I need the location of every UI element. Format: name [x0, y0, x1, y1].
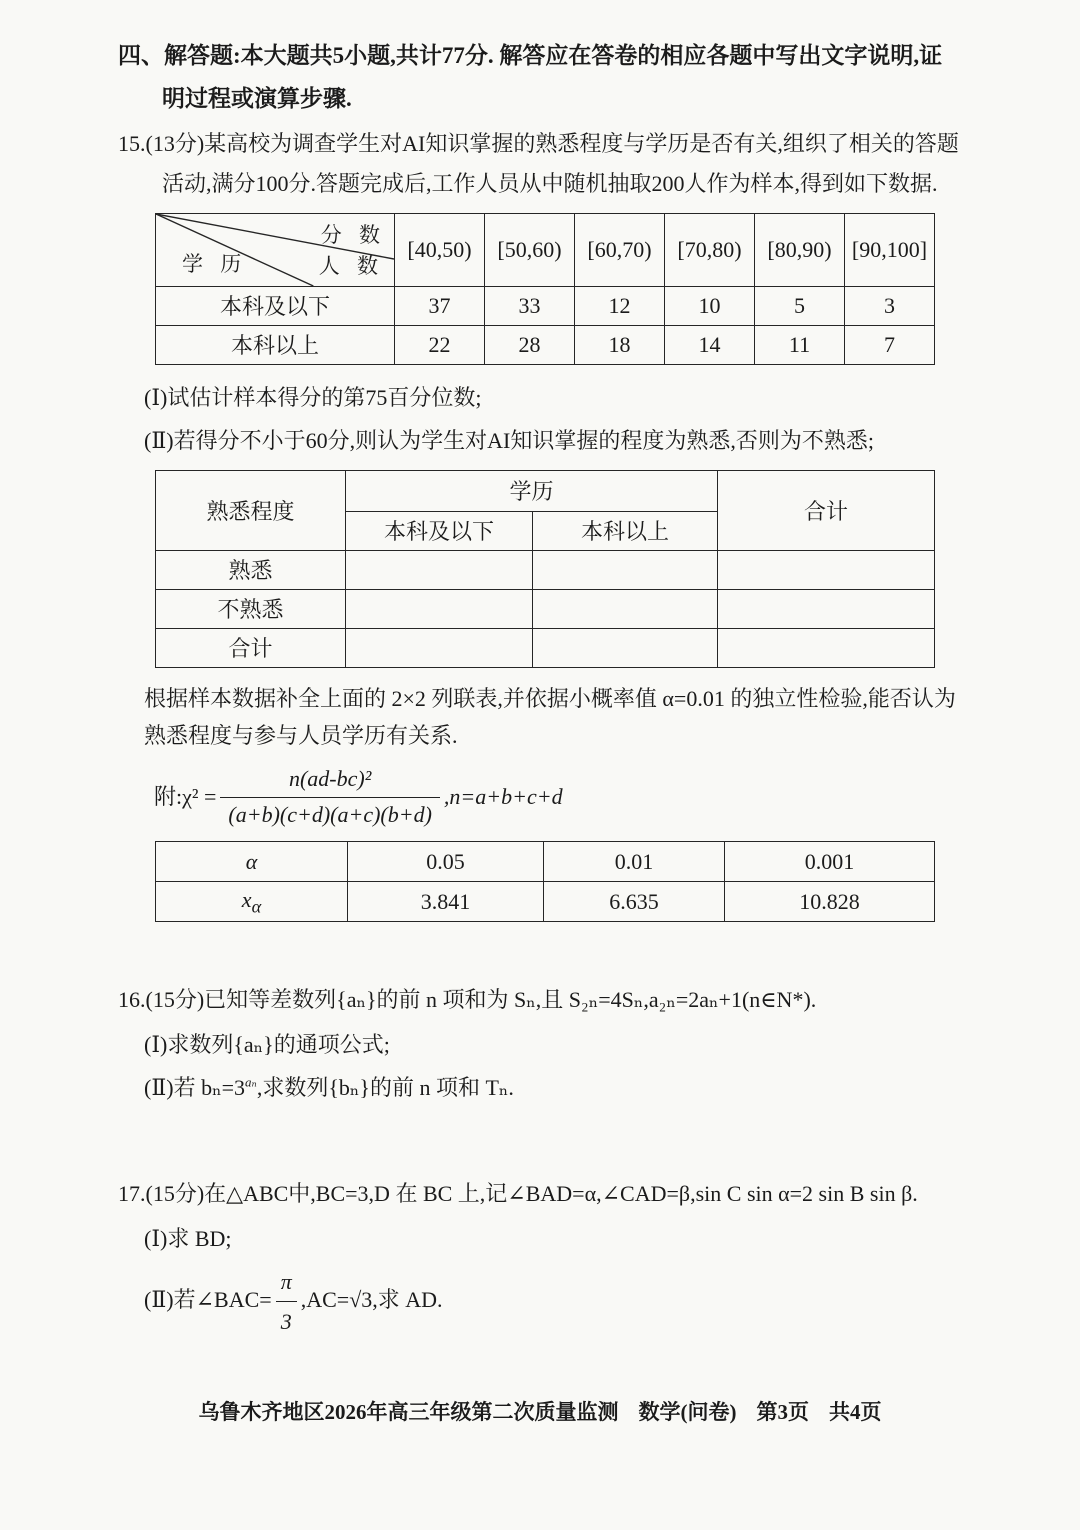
footer-page-number: 第3页 [756, 1400, 809, 1424]
cell-value: 10.828 [725, 882, 935, 922]
spacer [118, 922, 962, 980]
cell-value: 33 [485, 286, 575, 325]
formula-fraction [220, 765, 440, 829]
x-label-sub: α [251, 896, 262, 917]
fraction-denominator: 3 [280, 1309, 292, 1335]
cell-value: 0.01 [544, 842, 725, 882]
fraction-numerator: n(ad-bc)² [220, 765, 440, 798]
score-col-header: [90,100] [845, 213, 935, 286]
empty-cell [718, 550, 935, 589]
q17-part1: (Ⅰ)求 BD; [144, 1225, 232, 1251]
empty-cell [346, 589, 533, 628]
row-label: 合计 [156, 628, 346, 667]
q17-part2-prefix: (Ⅱ)若∠BAC= [144, 1286, 272, 1312]
table-row [156, 470, 935, 511]
table-row [156, 550, 935, 589]
cell-value: 28 [485, 325, 575, 364]
table-row [156, 882, 935, 922]
empty-cell [533, 628, 718, 667]
chi-square-formula [154, 765, 962, 829]
contingency-table [155, 470, 935, 668]
cell-value: 5 [755, 286, 845, 325]
q17-part2 [144, 1263, 962, 1341]
cell-value: 0.001 [725, 842, 935, 882]
row-header-familiarity: 熟悉程度 [156, 470, 346, 550]
corner-label-education: 学 历 [182, 251, 248, 276]
diagonal-header-cell [156, 213, 395, 286]
cell-value: 37 [395, 286, 485, 325]
footer-page-total: 共4页 [829, 1400, 882, 1424]
critical-values-table [155, 841, 935, 922]
fraction-numerator: π [276, 1263, 297, 1302]
q16-part2 [144, 1069, 962, 1106]
cell-value: 0.05 [348, 842, 544, 882]
cell-value: 18 [575, 325, 665, 364]
score-col-header: [60,70) [575, 213, 665, 286]
section-heading: 四、解答题:本大题共5小题,共计77分. 解答应在答卷的相应各题中写出文字说明,证明过程或演算步骤. [118, 43, 943, 112]
row-label: 熟悉 [156, 550, 346, 589]
empty-cell [718, 628, 935, 667]
col-subheader: 本科以上 [533, 511, 718, 550]
pi-over-3-fraction [276, 1263, 297, 1341]
q15-part1: (Ⅰ)试估计样本得分的第75百分位数; [144, 384, 482, 410]
score-table-header-row [156, 213, 935, 286]
score-col-header: [70,80) [665, 213, 755, 286]
fraction-denominator: (a+b)(c+d)(a+c)(b+d) [228, 801, 432, 827]
col-group-education: 学历 [346, 470, 718, 511]
footer-exam-title: 乌鲁木齐地区2026年高三年级第二次质量监测 [198, 1400, 619, 1424]
corner-label-score: 分 数 [320, 222, 386, 247]
empty-cell [346, 628, 533, 667]
table-row [156, 628, 935, 667]
formula-prefix: 附:χ² = [154, 784, 217, 810]
table-row [156, 286, 935, 325]
cell-value: 12 [575, 286, 665, 325]
q15-intro: 15.(13分)某高校为调查学生对AI知识掌握的熟悉程度与学历是否有关,组织了相关的答题活动,满分100分.答题完成后,工作人员从中随机抽取200人作为样本,得到如下数据. [118, 131, 959, 196]
x-alpha-label [156, 882, 348, 922]
cell-value: 3.841 [348, 882, 544, 922]
alpha-label: α [156, 842, 348, 882]
col-header-total: 合计 [718, 470, 935, 550]
col-subheader: 本科及以下 [346, 511, 533, 550]
cell-value: 14 [665, 325, 755, 364]
q16-part2-suffix: ,求数列{bₙ}的前 n 项和 Tₙ. [256, 1074, 514, 1100]
cell-value: 11 [755, 325, 845, 364]
score-col-header: [40,50) [395, 213, 485, 286]
q17-part2-suffix: ,AC=√3,求 AD. [300, 1286, 443, 1312]
row-label: 本科及以下 [156, 286, 395, 325]
cell-value: 7 [845, 325, 935, 364]
table-row [156, 589, 935, 628]
cell-value: 6.635 [544, 882, 725, 922]
empty-cell [533, 550, 718, 589]
empty-cell [533, 589, 718, 628]
x-label-base: x [241, 886, 252, 912]
cell-value: 22 [395, 325, 485, 364]
table-row [156, 325, 935, 364]
footer-subject: 数学(问卷) [638, 1400, 737, 1424]
score-col-header: [80,90) [755, 213, 845, 286]
q16-exponent: aₙ [245, 1074, 257, 1090]
cell-value: 3 [845, 286, 935, 325]
score-col-header: [50,60) [485, 213, 575, 286]
row-label: 不熟悉 [156, 589, 346, 628]
spacer [118, 1106, 962, 1174]
empty-cell [346, 550, 533, 589]
page-footer [0, 1396, 1080, 1426]
q16-intro: 16.(15分)已知等差数列{aₙ}的前 n 项和为 Sₙ,且 S₂ₙ=4Sₙ,a₂ₙ=2aₙ+1(n∈N*). [118, 987, 817, 1013]
formula-suffix: ,n=a+b+c+d [443, 784, 563, 810]
cell-value: 10 [665, 286, 755, 325]
empty-cell [718, 589, 935, 628]
score-distribution-table [155, 213, 935, 365]
corner-label-count: 人 数 [318, 253, 384, 278]
q15-analysis-text: 根据样本数据补全上面的 2×2 列联表,并依据小概率值 α=0.01 的独立性检验,能否认为熟悉程度与参与人员学历有关系. [144, 685, 956, 749]
q16-part1: (Ⅰ)求数列{aₙ}的通项公式; [144, 1031, 390, 1057]
q16-part2-prefix: (Ⅱ)若 bₙ=3 [144, 1074, 246, 1100]
q15-part2: (Ⅱ)若得分不小于60分,则认为学生对AI知识掌握的程度为熟悉,否则为不熟悉; [144, 428, 874, 454]
row-label: 本科以上 [156, 325, 395, 364]
q17-intro: 17.(15分)在△ABC中,BC=3,D 在 BC 上,记∠BAD=α,∠CAD=β,sin C sin α=2 sin B sin β. [118, 1181, 918, 1207]
table-row [156, 842, 935, 882]
